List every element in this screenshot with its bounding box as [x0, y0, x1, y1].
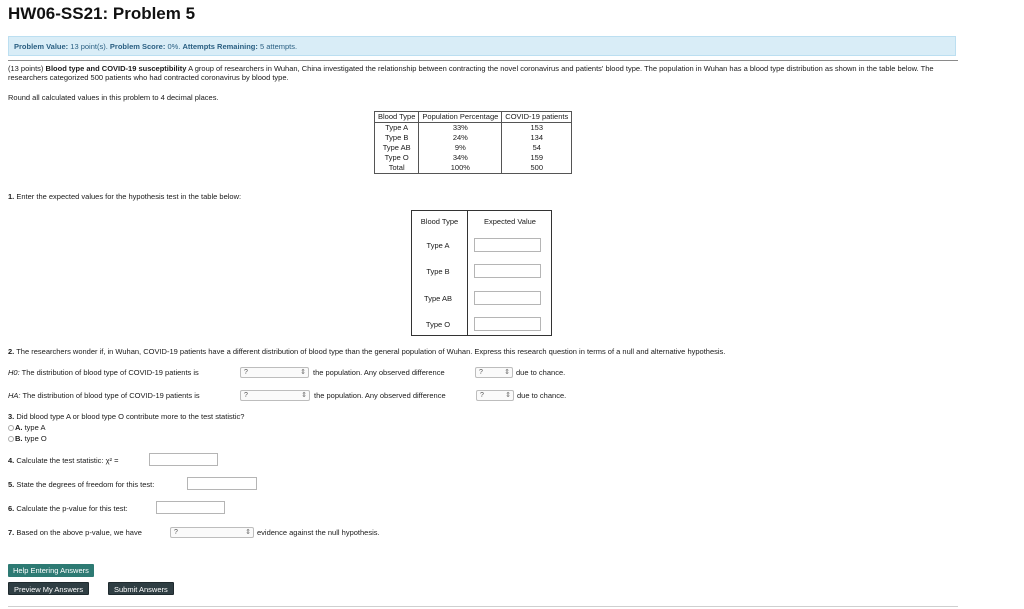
question-number: 4.	[8, 456, 15, 465]
question-3	[8, 412, 244, 421]
h0-end-text: due to chance.	[516, 368, 566, 377]
question-5	[8, 480, 154, 489]
select-value: ?	[480, 392, 484, 399]
submit-answers-button[interactable]: Submit Answers	[108, 582, 174, 595]
question-6	[8, 504, 128, 513]
select-value: ?	[479, 369, 483, 376]
question-number: 7.	[8, 528, 15, 537]
bottom-divider	[8, 606, 958, 607]
h0-relation-select[interactable]	[240, 367, 309, 378]
problem-score-label: Problem Score:	[109, 42, 166, 51]
ha-chance-select[interactable]	[476, 390, 514, 401]
radio-type-a[interactable]	[8, 425, 14, 431]
radio-type-o[interactable]	[8, 436, 14, 442]
table-header: Blood Type	[375, 112, 419, 123]
table-cell: Type A	[375, 123, 419, 134]
expected-values-table	[411, 210, 552, 336]
ha-relation-select[interactable]	[240, 390, 310, 401]
option-text: type A	[24, 423, 46, 432]
expected-type-b-input[interactable]	[474, 264, 541, 278]
row-label-type-o: Type O	[425, 320, 451, 329]
intro-points: (13 points)	[8, 64, 44, 73]
problem-score: 0%.	[167, 42, 181, 51]
select-arrows-icon: ⇕	[505, 392, 511, 399]
evidence-select[interactable]	[170, 527, 254, 538]
ha-end-text: due to chance.	[517, 391, 567, 400]
option-text: type O	[24, 434, 47, 443]
option-type-a[interactable]	[15, 423, 45, 432]
question-text: The researchers wonder if, in Wuhan, COVID-19 patients have a different distribution of blood type than the general population of Wuhan. Express this research question in terms of a null and alternative hypothesis.	[16, 347, 726, 356]
table-cell: 9%	[419, 143, 502, 153]
h0-text: The distribution of blood type of COVID-19 patients is	[21, 368, 199, 377]
h0-chance-select[interactable]	[475, 367, 513, 378]
question-text: Based on the above p-value, we have	[16, 528, 142, 537]
question-number: 1.	[8, 192, 15, 201]
expected-type-a-input[interactable]	[474, 238, 541, 252]
ha-mid-text: the population. Any observed difference	[314, 391, 446, 400]
table-row	[375, 163, 572, 174]
question-number: 3.	[8, 412, 15, 421]
table-cell: Type AB	[375, 143, 419, 153]
help-entering-answers-button[interactable]: Help Entering Answers	[8, 564, 94, 577]
question-number: 5.	[8, 480, 15, 489]
blood-type-data-table	[374, 111, 572, 174]
question-number: 6.	[8, 504, 15, 513]
option-type-o[interactable]	[15, 434, 47, 443]
h0-statement	[8, 368, 199, 377]
attempts-remaining: 5 attempts.	[259, 42, 298, 51]
page-title: HW06-SS21: Problem 5	[8, 4, 196, 23]
table-cell: 100%	[419, 163, 502, 174]
preview-answers-button[interactable]: Preview My Answers	[8, 582, 89, 595]
question-7	[8, 528, 142, 537]
table-cell: 153	[502, 123, 572, 134]
select-value: ?	[174, 529, 178, 536]
row-label-type-b: Type B	[426, 267, 450, 276]
option-letter: A.	[15, 423, 23, 432]
divider	[8, 60, 958, 61]
table-cell: Type O	[375, 153, 419, 163]
question-text: Did blood type A or blood type O contribute more to the test statistic?	[16, 412, 245, 421]
question-text: State the degrees of freedom for this test:	[16, 480, 155, 489]
q7-end-text: evidence against the null hypothesis.	[257, 528, 380, 537]
problem-value-label: Problem Value:	[14, 42, 69, 51]
test-statistic-input[interactable]	[149, 453, 218, 466]
row-label-type-a: Type A	[426, 241, 450, 250]
problem-intro	[8, 64, 948, 82]
question-1	[8, 192, 241, 201]
h0-label: H0:	[8, 368, 20, 377]
question-number: 2.	[8, 347, 15, 356]
select-arrows-icon: ⇕	[504, 369, 510, 376]
ha-label: HA:	[8, 391, 21, 400]
option-letter: B.	[15, 434, 23, 443]
table-cell: 33%	[419, 123, 502, 134]
ha-text: The distribution of blood type of COVID-19 patients is	[22, 391, 200, 400]
table-row	[375, 143, 572, 153]
degrees-of-freedom-input[interactable]	[187, 477, 257, 490]
table-row	[375, 133, 572, 143]
ha-statement	[8, 391, 200, 400]
table-cell: 134	[502, 133, 572, 143]
select-value: ?	[244, 369, 248, 376]
h0-mid-text: the population. Any observed difference	[313, 368, 445, 377]
table-cell: Total	[375, 163, 419, 174]
question-4	[8, 456, 118, 465]
col-header-expected: Expected Value	[484, 217, 536, 226]
table-row	[375, 123, 572, 134]
expected-type-ab-input[interactable]	[474, 291, 541, 305]
select-arrows-icon: ⇕	[245, 529, 251, 536]
rounding-instruction: Round all calculated values in this problem to 4 decimal places.	[8, 93, 219, 102]
question-text: Calculate the test statistic: χ² =	[16, 456, 119, 465]
table-cell: 34%	[419, 153, 502, 163]
intro-body: A group of researchers in Wuhan, China investigated the relationship between contracting the novel coronavirus and patients' blood type. The population in Wuhan has a blood type distribution as shown in the table below. The researchers categorized 500 patients who had contracted coronavirus by blood type.	[8, 64, 934, 82]
table-divider	[467, 211, 468, 335]
select-arrows-icon: ⇕	[300, 369, 306, 376]
table-header: COVID-19 patients	[502, 112, 572, 123]
select-arrows-icon: ⇕	[301, 392, 307, 399]
table-header: Population Percentage	[419, 112, 502, 123]
table-cell: 24%	[419, 133, 502, 143]
table-row	[375, 153, 572, 163]
expected-type-o-input[interactable]	[474, 317, 541, 331]
table-cell: 54	[502, 143, 572, 153]
table-cell: Type B	[375, 133, 419, 143]
attempts-label: Attempts Remaining:	[182, 42, 258, 51]
question-text: Calculate the p-value for this test:	[16, 504, 128, 513]
select-value: ?	[244, 392, 248, 399]
table-cell: 500	[502, 163, 572, 174]
table-cell: 159	[502, 153, 572, 163]
intro-topic: Blood type and COVID-19 susceptibility	[45, 64, 187, 73]
problem-info-bar	[8, 36, 956, 56]
row-label-type-ab: Type AB	[424, 294, 452, 303]
question-2	[8, 347, 725, 356]
question-text: Enter the expected values for the hypothesis test in the table below:	[16, 192, 242, 201]
col-header-blood-type: Blood Type	[420, 217, 459, 226]
p-value-input[interactable]	[156, 501, 225, 514]
problem-value: 13 point(s).	[70, 42, 108, 51]
